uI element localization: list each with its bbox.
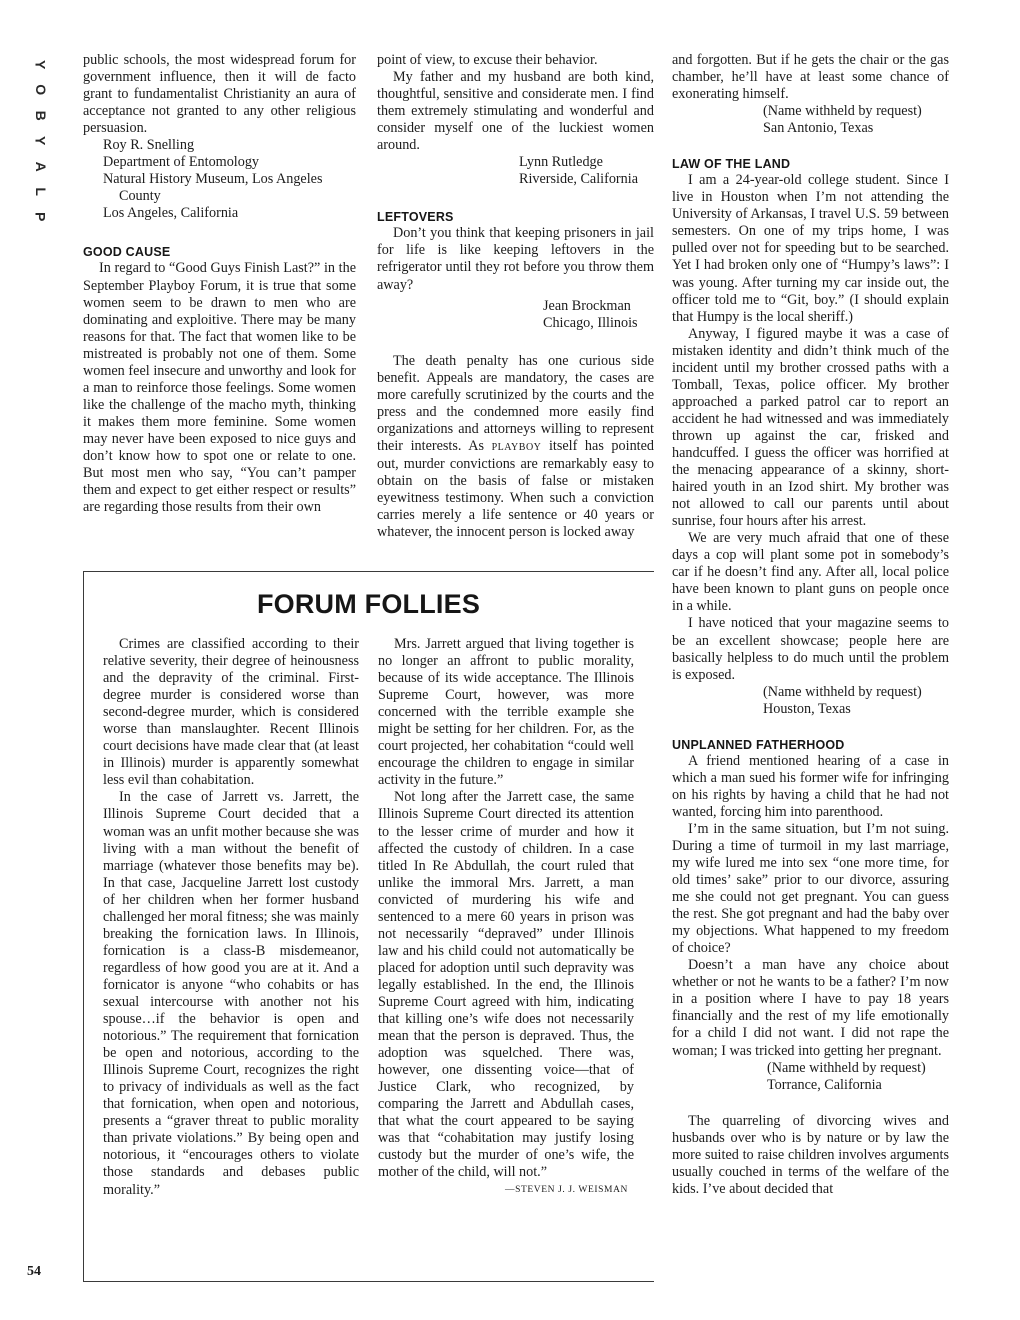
- signature-line: Riverside, California: [519, 171, 638, 188]
- letter-body: Don’t you think that keeping prisoners in jail for life is like keeping leftovers in the refrigerator until they rot before you throw them away?: [377, 225, 654, 293]
- letter-body: I have noticed that your magazine seems to be an excellent showcase; people here are basically helpless to do much until the problem is exposed.: [672, 615, 949, 683]
- signature-line: Roy R. Snelling: [103, 137, 195, 154]
- article-text: Not long after the Jarrett case, the same Illinois Supreme Court directed its attention to the lesser crime of murder and how it affected the custody of children. In a case titled In Re Abdullah, the court ruled that unlike the immoral Mrs. Jarrett, a man convicted of murdering his wife and sentenced to a mere 60 years in prison was not necessarily “depraved” under Illinois law and his child could not automatically be placed for adoption until such depravity was legally established. In the end, the Illinois Supreme Court agreed with him, indicating that killing one’s wife does not necessarily mean that the person is depraved. Thus, the adoption was squelched. There was, however, one dissenting voice—that of Justice Clark, who recognized, by comparing the Jarrett and Abdullah cases, that what the court appeared to be saying was that “cohabitation may justify losing custody but the murder of one’s wife, the mother of the child, will not.”: [378, 789, 634, 1181]
- signature-block: [767, 1060, 949, 1094]
- letter-body: I’m in the same situation, but I’m not suing. During a time of turmoil in my last marriage, my wife lured me into sex “one more time, for old times’ sake” prior to our divorce, assuring me she could not get pregnant. You can guess the rest. She got pregnant and had the baby over my objections. What happened to my freedom of choice?: [672, 820, 949, 957]
- letter-continuation: point of view, to excuse their behavior.: [377, 52, 598, 68]
- letter-continuation: and forgotten. But if he gets the chair or the gas chamber, he’ll have at least some chance of exonerating himself.: [672, 52, 949, 103]
- signature-line: Chicago, Illinois: [543, 314, 638, 331]
- letter-body: I am a 24-year-old college student. Since I live in Houston when I’m not attending the University of Arkansas, I travel U.S. 59 between semesters. On one of my trips home, I was pulled over not for speeding but to be searched. Yet I had broken only one of “Humpy’s laws”: I was young. After turning my car inside out, the officer told me to “Git, boy.” (I should explain that Humpy is the local sheriff.): [672, 172, 949, 325]
- column-1: [83, 52, 356, 516]
- signature-block: [763, 103, 949, 137]
- section-heading-good-cause: GOOD CAUSE: [83, 245, 171, 260]
- logo-letter: Y: [32, 60, 49, 70]
- signature-line: Jean Brockman: [543, 297, 631, 314]
- letter-continuation: public schools, the most widespread forum for government influence, then it will de facto grant to fundamentalist Christianity an aura of acceptance not granted to any other religious persuasion.: [83, 52, 356, 137]
- forum-follies-left-column: [103, 636, 359, 1199]
- letter-body: We are very much afraid that one of these days a cop will plant some pot in somebody’s car if he doesn’t find any. After all, local police have been known to plant guns on people once in a while.: [672, 530, 949, 615]
- letter-body: [377, 353, 654, 542]
- signature-block: [519, 154, 654, 188]
- playboy-vertical-logo: [30, 52, 50, 230]
- signature-line: Torrance, California: [767, 1076, 882, 1093]
- column-2: [377, 52, 654, 541]
- signature-line: Lynn Rutledge: [519, 154, 603, 171]
- signature-line: (Name withheld by request): [767, 1059, 926, 1076]
- section-heading-leftovers: LEFTOVERS: [377, 210, 454, 225]
- letter-body: My father and my husband are both kind, thoughtful, sensitive and considerate men. I find them extremely stimulating and wonderful and consider myself one of the luckiest women around.: [377, 69, 654, 154]
- section-heading-law-of-the-land: LAW OF THE LAND: [672, 157, 791, 172]
- signature-line: Department of Entomology: [103, 154, 260, 171]
- forum-follies-right-column: [378, 636, 634, 1199]
- byline: —STEVEN J. J. WEISMAN: [505, 1184, 628, 1195]
- signature-line: Houston, Texas: [763, 700, 851, 717]
- article-paragraph: In the case of Jarrett vs. Jarrett, the Illinois Supreme Court decided that a woman was an unfit mother because she was living with a man without the benefit of marriage (whatever those benefits may be). In that case, Jacqueline Jarrett lost custody of her children when her former husband challenged her moral fitness; she was mainly breaking the fornication laws. In Illinois, fornication is a class-B misdemeanor, regardless of how good you are at it. And a fornicator is anyone “who cohabits or has sexual intercourse with another not his spouse…if the behavior is open and notorious.” The requirement that fornication be open and notorious, according to the Illinois Supreme Court, recognizes the right to privacy of individuals as well as the fact that fornication, when open and notorious, presents a “graver threat to public morality than private violations.” By being open and notorious, it “encourages others to violate those standards and debases public morality.”: [103, 789, 359, 1198]
- logo-letter: A: [32, 161, 49, 172]
- forum-follies-title: FORUM FOLLIES: [256, 589, 481, 619]
- signature-block: [763, 684, 949, 718]
- signature-block: [543, 298, 654, 332]
- article-paragraph: Crimes are classified according to their relative severity, their degree of heinousness and the depravity of the criminal. First-degree murder is considered worse than second-degree murder, which is considered worse than manslaughter. Recent Illinois court decisions have made clear that (at least in Illinois) murder is apparently somewhat less evil than cohabitation.: [103, 636, 359, 789]
- signature-line: Natural History Museum, Los Angeles: [103, 171, 323, 188]
- logo-letter: Y: [32, 136, 49, 146]
- page-number: 54: [27, 1264, 41, 1279]
- logo-letter: B: [32, 110, 49, 121]
- letter-body: Doesn’t a man have any choice about whether or not he wants to be a father? I’m now in a position where I have to pay 18 years financially and the rest of my life emotionally for a child I did not want. I did not rape the woman; I was tricked into getting her pregnant.: [672, 957, 949, 1059]
- letter-body: Anyway, I figured maybe it was a case of mistaken identity and didn’t think much of the incident until my brother crossed paths with a Tomball, Texas, police officer. My brother approached a parked patrol car to report an accident he had witnessed and was immediately thrown up against the car, frisked and handcuffed. I guess the officer was horrified at the menacing appearance of a skinny, short-haired youth in an Izod shirt. My brother was not allowed to call our parents until about sunrise, four hours after his arrest.: [672, 325, 949, 530]
- article-paragraph: [378, 789, 634, 1195]
- signature-line: County: [119, 188, 161, 205]
- letter-body: A friend mentioned hearing of a case in which a man sued his former wife for infringing on his rights by having a child that he had not wanted, forcing him into parenthood.: [672, 752, 949, 820]
- article-paragraph: Mrs. Jarrett argued that living together is no longer an affront to public morality, because of its wide acceptance. The Illinois Supreme Court, however, was more concerned with the terrible example she might be setting for her children. For, as the court projected, her cohabitation “could well encourage the children to engage in similar activity in the future.”: [378, 636, 634, 789]
- logo-letter: O: [32, 84, 49, 96]
- signature-line: (Name withheld by request): [763, 683, 922, 700]
- signature-block: [103, 137, 356, 222]
- logo-letter: L: [32, 187, 49, 196]
- letter-body: The quarreling of divorcing wives and husbands over who is by nature or by law the more suited to raise children involves arguments usually couched in terms of the welfare of the kids. I’ve about decided that: [672, 1112, 949, 1197]
- section-heading-unplanned-fatherhood: UNPLANNED FATHERHOOD: [672, 737, 845, 752]
- body-text: The death penalty has one curious side benefit. Appeals are mandatory, the cases are more carefully scrutinized by the courts and the press and the condemned more easily find organizations and attorneys willing to represent their interests. As: [377, 352, 654, 454]
- body-text: itself has pointed out, murder convictions are remarkably easy to obtain on the basis of false or mistaken eyewitness testimony. When such a conviction carries merely a life sentence or 40 years or whatever, the innocent person is locked away: [377, 437, 654, 541]
- logo-letter: P: [32, 212, 49, 222]
- signature-line: San Antonio, Texas: [763, 120, 874, 137]
- letter-body: In regard to “Good Guys Finish Last?” in the September Playboy Forum, it is true that some women seem to be drawn to men who are dominating and exploitive. There may be many reasons for that. The fact that women like to be mistreated is probably not one of them. Some women feel insecure and unworthy and look for a man to reinforce those feelings. Some women like the challenge of the macho myth, thinking it makes them more feminine. Some women may never have been exposed to nice guys and don’t know how to spot one or relate to one. But most men who say, “You can’t pamper them and expect to get either respect or results” are regarding those results from their own: [83, 260, 356, 516]
- signature-line: Los Angeles, California: [103, 205, 239, 222]
- signature-line: (Name withheld by request): [763, 103, 922, 120]
- magazine-name-smallcaps: PLAYBOY: [491, 441, 542, 453]
- column-3: [672, 52, 949, 1198]
